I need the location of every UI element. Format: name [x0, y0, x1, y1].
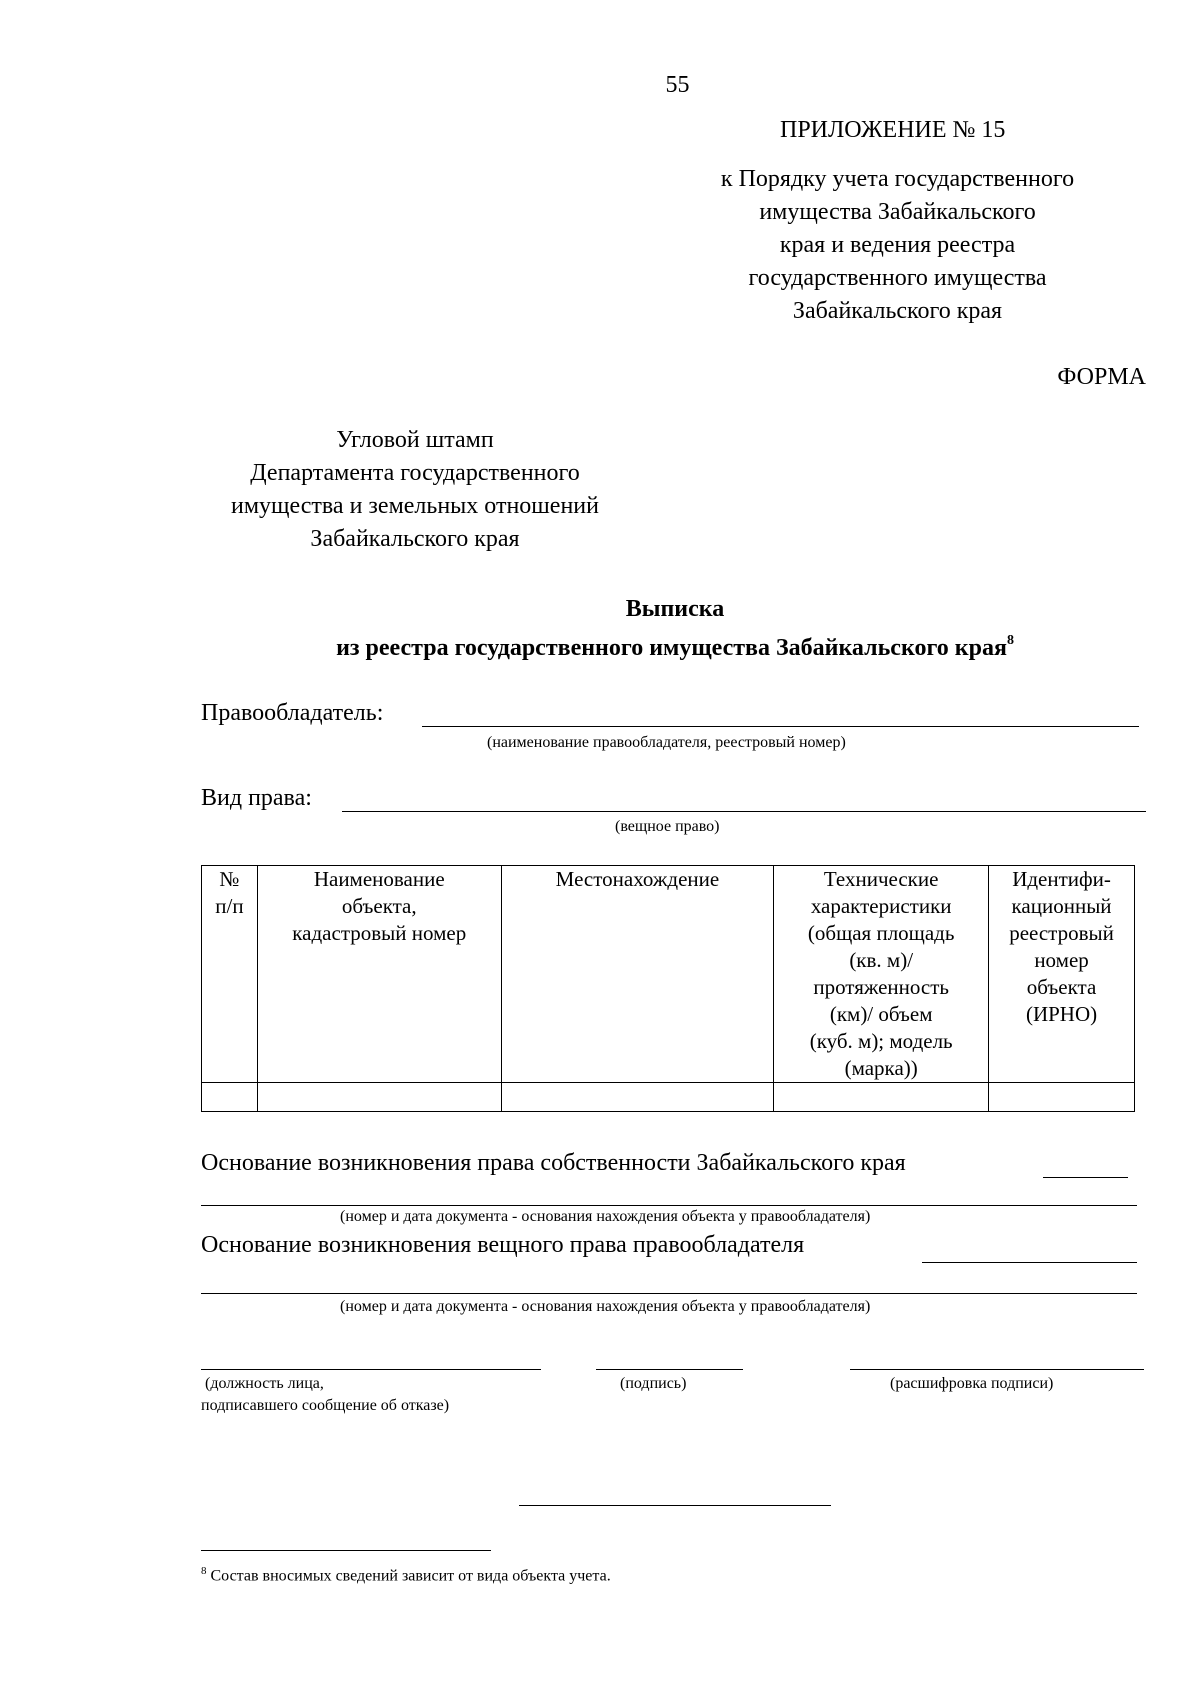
table-header-row — [202, 866, 1135, 1083]
ownership-basis-field-line-2[interactable] — [201, 1205, 1137, 1206]
appendix-reference-line: государственного имущества — [748, 265, 1047, 291]
table-cell[interactable] — [257, 1083, 501, 1112]
header-object-name — [257, 866, 501, 1083]
appendix-reference — [660, 163, 1135, 328]
header-line: протяженность — [813, 975, 949, 999]
holder-field-line[interactable] — [422, 726, 1139, 727]
header-line: (общая площадь — [807, 921, 955, 945]
position-signature-line[interactable] — [201, 1369, 541, 1370]
corner-stamp — [190, 424, 640, 556]
header-line: Идентифи- — [1012, 867, 1111, 891]
position-caption-line-2: подписавшего сообщение об отказе) — [201, 1397, 450, 1414]
position-caption-line-1: (должность лица, — [205, 1375, 324, 1392]
form-label: ФОРМА — [1057, 364, 1146, 390]
stamp-line: имущества и земельных отношений — [231, 493, 599, 519]
header-line: (марка)) — [844, 1056, 918, 1080]
real-right-basis-caption: (номер и дата документа - основания нахождения объекта у правообладателя) — [340, 1298, 871, 1315]
header-line: № — [219, 867, 240, 891]
header-number — [202, 866, 258, 1083]
divider-line — [519, 1505, 831, 1506]
header-line: (км)/ объем — [829, 1002, 933, 1026]
ownership-basis-caption: (номер и дата документа - основания нахождения объекта у правообладателя) — [340, 1208, 871, 1225]
header-line: кадастровый номер — [292, 921, 467, 945]
header-line: объекта, — [341, 894, 417, 918]
title-footnote-mark: 8 — [1006, 633, 1014, 648]
header-line: реестровый — [1009, 921, 1114, 945]
footnote — [201, 1565, 611, 1585]
appendix-reference-line: Забайкальского края — [792, 298, 1003, 324]
table-cell[interactable] — [202, 1083, 258, 1112]
header-line: п/п — [215, 894, 244, 918]
appendix-reference-line: края и ведения реестра — [779, 232, 1016, 258]
table-cell[interactable] — [989, 1083, 1135, 1112]
header-line: характеристики — [810, 894, 952, 918]
title-line-2-text: из реестра государственного имущества Забайкальского края — [336, 635, 1007, 661]
register-table — [201, 865, 1135, 1112]
signature-caption: (подпись) — [620, 1375, 687, 1392]
footnote-mark: 8 — [201, 1565, 207, 1577]
title-line-1: Выписка — [625, 596, 725, 622]
real-right-basis-field-line[interactable] — [922, 1262, 1137, 1263]
table-cell[interactable] — [774, 1083, 989, 1112]
appendix-number: ПРИЛОЖЕНИЕ № 15 — [780, 117, 1006, 143]
table-cell[interactable] — [501, 1083, 774, 1112]
header-line: Местонахождение — [555, 867, 720, 891]
ownership-basis-label: Основание возникновения права собственности Забайкальского края — [201, 1150, 906, 1176]
header-line: Наименование — [313, 867, 445, 891]
decoding-caption: (расшифровка подписи) — [890, 1375, 1054, 1392]
real-right-basis-field-line-2[interactable] — [201, 1293, 1137, 1294]
header-line: объекта — [1026, 975, 1097, 999]
header-line: (ИРНО) — [1025, 1002, 1098, 1026]
right-type-label: Вид права: — [201, 785, 312, 811]
right-type-caption: (вещное право) — [615, 818, 720, 835]
right-type-field-line[interactable] — [342, 811, 1146, 812]
header-line: (куб. м); модель — [809, 1029, 953, 1053]
header-line: (кв. м)/ — [849, 948, 914, 972]
appendix-reference-line: к Порядку учета государственного — [720, 166, 1075, 192]
stamp-line: Департамента государственного — [250, 460, 580, 486]
header-line: кационный — [1011, 894, 1112, 918]
stamp-line: Забайкальского края — [310, 526, 520, 552]
signature-line[interactable] — [596, 1369, 743, 1370]
ownership-basis-field-line[interactable] — [1043, 1177, 1128, 1178]
page-number: 55 — [665, 72, 690, 98]
real-right-basis-label: Основание возникновения вещного права правообладателя — [201, 1232, 805, 1258]
header-line: номер — [1034, 948, 1089, 972]
header-line: Технические — [823, 867, 939, 891]
stamp-line: Угловой штамп — [336, 427, 494, 453]
footnote-rule — [201, 1550, 491, 1551]
holder-label: Правообладатель: — [201, 700, 384, 726]
header-technical-characteristics — [774, 866, 989, 1083]
appendix-reference-line: имущества Забайкальского — [759, 199, 1036, 225]
header-location — [501, 866, 774, 1083]
document-title — [180, 592, 1170, 665]
table-row — [202, 1083, 1135, 1112]
title-line-2 — [180, 626, 1170, 665]
decoding-signature-line[interactable] — [850, 1369, 1144, 1370]
footnote-text: Состав вносимых сведений зависит от вида объекта учета. — [210, 1567, 611, 1585]
header-irno — [989, 866, 1135, 1083]
holder-caption: (наименование правообладателя, реестровый номер) — [487, 734, 846, 751]
